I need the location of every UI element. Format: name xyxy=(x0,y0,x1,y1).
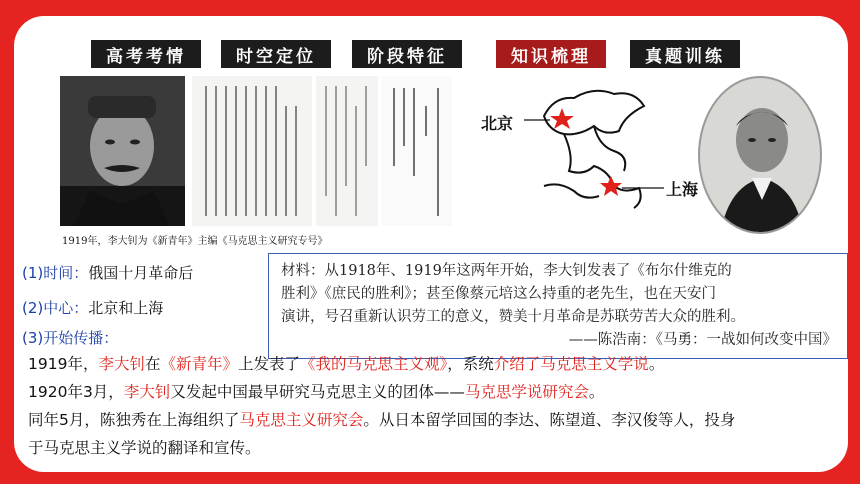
body-line-2 xyxy=(28,380,604,402)
text: 。从日本留学回国的李达、陈望道、李汉俊等人，投身 xyxy=(363,411,736,429)
map-china-east xyxy=(524,76,674,216)
highlight-xin-qingnian: 《新青年》 xyxy=(160,355,238,373)
text: 1920年3月， xyxy=(28,383,124,401)
tab-zhenti-xunlian[interactable]: 真题训练 xyxy=(630,40,740,68)
point-time-value: 俄国十月革命后 xyxy=(88,264,194,282)
document-scan-3 xyxy=(382,76,452,226)
star-shanghai-icon xyxy=(600,176,622,196)
material-quote-box xyxy=(268,253,848,359)
text: 上发表了 xyxy=(238,355,301,373)
quote-line-2: 胜利》《庶民的胜利》；甚至像蔡元培这么持重的老先生，也在天安门 xyxy=(281,286,716,302)
figure-caption: 1919年，李大钊为《新青年》主编《马克思主义研究专号》 xyxy=(62,236,328,247)
highlight-article-title: 《我的马克思主义观》 xyxy=(300,355,448,373)
highlight-li-dazhao: 李大钊 xyxy=(98,355,145,373)
highlight-introduced-marxism: 介绍了马克思主义学说 xyxy=(493,355,649,373)
quote-source: ——陈浩南：《马勇：一战如何改变中国》 xyxy=(568,332,837,348)
slide-card xyxy=(14,16,848,472)
quote-line-1: 材料：从1918年、1919年这两年开始，李大钊发表了《布尔什维克的 xyxy=(281,263,732,279)
body-line-3 xyxy=(28,408,735,430)
body-line-1 xyxy=(28,352,664,374)
portrait-chen-duxiu xyxy=(698,76,822,234)
text: 1919年， xyxy=(28,355,99,373)
point-spread xyxy=(22,327,118,348)
document-scan-2 xyxy=(316,76,378,226)
tab-gaokao-kaoqing[interactable]: 高考考情 xyxy=(91,40,201,68)
text: 在 xyxy=(144,355,161,373)
point-time-label: (1)时间： xyxy=(22,264,89,282)
map-label-shanghai: 上海 xyxy=(666,180,699,199)
document-scan-1 xyxy=(192,76,312,226)
highlight-marxism-research-society: 马克思主义研究会 xyxy=(239,411,364,429)
text: 。 xyxy=(588,383,605,401)
tab-zhishi-shuli[interactable]: 知识梳理 xyxy=(496,40,606,68)
highlight-li-dazhao: 李大钊 xyxy=(123,383,171,401)
tab-shikong-dingwei[interactable]: 时空定位 xyxy=(221,40,331,68)
point-center-label: (2)中心： xyxy=(22,299,89,317)
text: 。 xyxy=(648,355,665,373)
text: 于马克思主义学说的翻译和宣传。 xyxy=(28,439,261,457)
quote-line-3: 演讲，号召重新认识劳工的意义，赞美十月革命是苏联劳苦大众的胜利。 xyxy=(281,309,745,325)
body-line-4 xyxy=(28,436,261,458)
tab-jieduan-tezheng[interactable]: 阶段特征 xyxy=(352,40,462,68)
map-label-beijing: 北京 xyxy=(481,114,514,133)
point-center-value: 北京和上海 xyxy=(88,299,164,317)
section-nav xyxy=(14,40,848,70)
portrait-li-dazhao xyxy=(60,76,185,226)
point-spread-label: (3)开始传播： xyxy=(22,329,119,347)
highlight-marxist-society: 马克思学说研究会 xyxy=(464,383,589,401)
point-time xyxy=(22,262,193,283)
text: 又发起中国最早研究马克思主义的团体—— xyxy=(170,383,465,401)
star-beijing-icon xyxy=(550,108,574,129)
point-center xyxy=(22,297,163,318)
text: ，系统 xyxy=(447,355,494,373)
text: 同年5月，陈独秀在上海组织了 xyxy=(28,411,240,429)
